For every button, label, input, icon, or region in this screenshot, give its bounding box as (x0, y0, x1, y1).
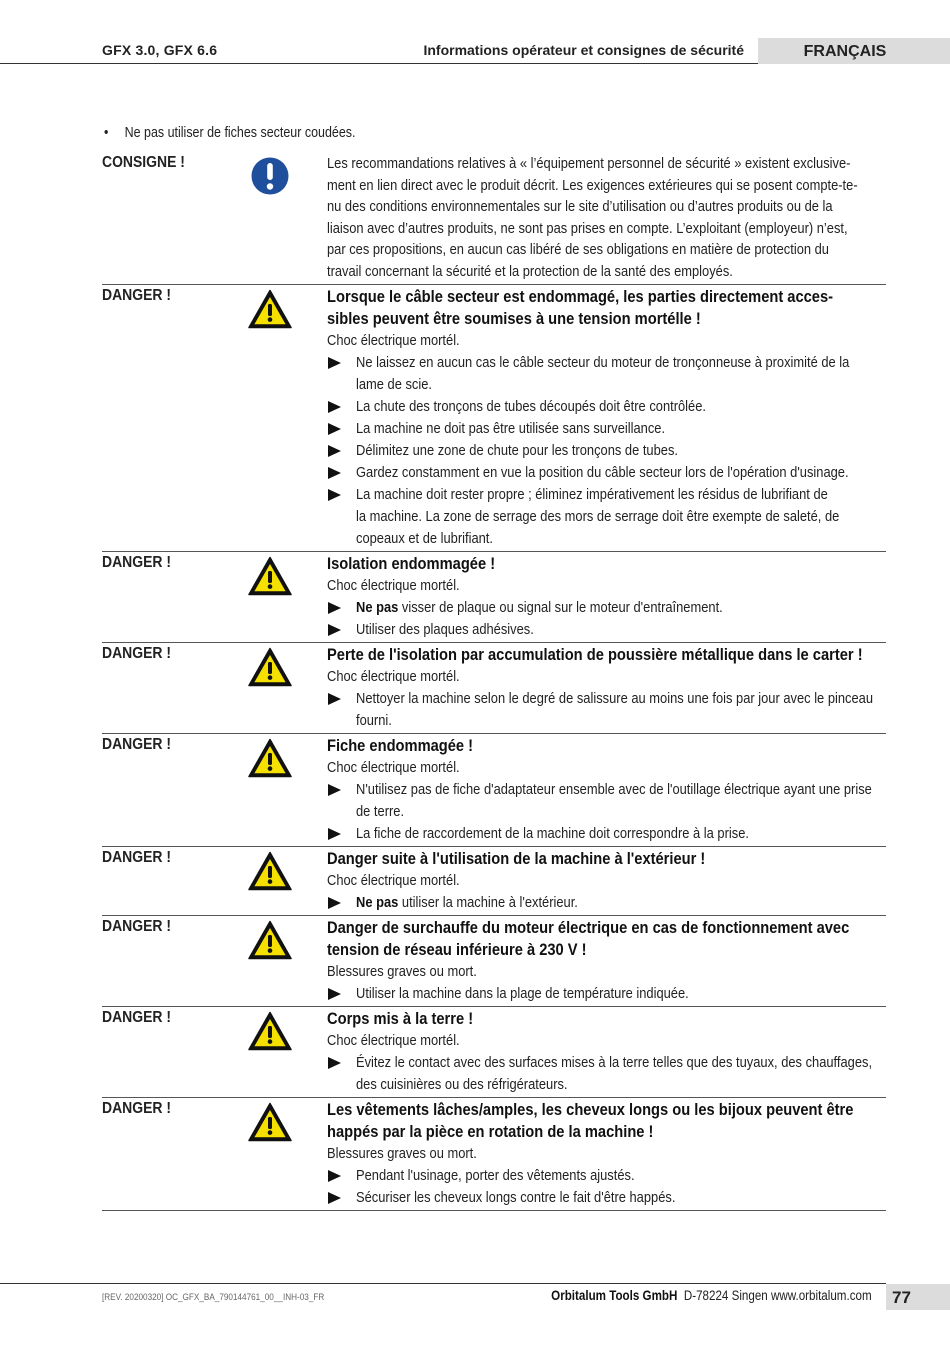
action-step-line (356, 983, 885, 1005)
danger-title: Danger suite à l'utilisation de la machine à l'extérieur ! (327, 849, 706, 868)
action-step-line (356, 710, 885, 732)
arrow-right-icon (328, 624, 341, 636)
action-step (327, 892, 886, 914)
page-number: 77 (886, 1284, 950, 1310)
danger-title: Danger de surchauffe du moteur électrique en cas de fonctionnement avec (327, 918, 850, 937)
warning-triangle-icon (247, 850, 293, 892)
action-step-text (356, 352, 885, 396)
warning-triangle-icon (247, 1010, 293, 1052)
warning-triangle-icon (247, 737, 293, 779)
action-step-line-text: copeaux et de lubrifiant. (356, 529, 493, 547)
action-step-line-text: La machine doit rester propre ; éliminez impérativement les résidus de lubrifiant de (356, 485, 828, 503)
notice-text-line: par ces propositions, en aucun cas libéré de ses obligations en matière de protection du (327, 241, 829, 259)
action-step (327, 1187, 886, 1209)
action-step-line-text: fourni. (356, 711, 392, 729)
action-step-line-text: Évitez le contact avec des surfaces mises à la terre telles que des tuyaux, des chauffages, (356, 1053, 873, 1071)
arrow-right-icon (328, 828, 341, 840)
action-step-text (356, 597, 885, 619)
action-step (327, 779, 886, 823)
action-step (327, 983, 886, 1005)
danger-title: Lorsque le câble secteur est endommagé, les parties directement acces- (327, 287, 834, 306)
danger-title: Les vêtements lâches/amples, les cheveux longs ou les bijoux peuvent être (327, 1100, 854, 1119)
action-step-line (356, 892, 885, 914)
notice-text-line: liaison avec d’autres produits, ne sont pas prises en compte. L’exploitant (employeur) n’est, (327, 219, 848, 237)
danger-content (327, 916, 886, 1006)
action-step-line (356, 619, 885, 641)
danger-label: DANGER ! (102, 848, 171, 866)
action-step-line-text: Pendant l'usinage, porter des vêtements ajustés. (356, 1166, 635, 1184)
action-step-line (356, 396, 885, 418)
action-step-line-text: Sécuriser les cheveux longs contre le fait d'être happés. (356, 1188, 676, 1206)
arrow-right-icon (328, 1057, 341, 1069)
action-step (327, 462, 886, 484)
action-step-line (356, 462, 885, 484)
danger-consequence: Blessures graves ou mort. (327, 1144, 477, 1162)
footer-company: Orbitalum Tools GmbH (551, 1288, 678, 1303)
action-step-text (356, 1165, 885, 1187)
warning-triangle-icon (247, 919, 293, 961)
intro-bullet-text: Ne pas utiliser de fiches secteur coudées. (124, 125, 356, 141)
warning-triangle-icon (247, 646, 293, 688)
action-step-line (356, 506, 885, 528)
action-step-line-text: Utiliser la machine dans la plage de température indiquée. (356, 984, 689, 1002)
footer-company-info (552, 1288, 872, 1303)
footer-reference: [REV. 20200320] OC_GFX_BA_790144761_00__INH-03_FR (102, 1292, 325, 1303)
notice-label: CONSIGNE ! (102, 154, 185, 171)
danger-title: Fiche endommagée ! (327, 736, 474, 755)
danger-consequence: Choc électrique mortél. (327, 1031, 460, 1049)
danger-content (327, 552, 886, 642)
action-step-line-text: utiliser la machine à l'extérieur. (401, 893, 578, 911)
notice-text-line: nu des conditions environnementales sur le site d’utilisation ou d’autres produits ou de la (327, 198, 833, 216)
danger-consequence: Choc électrique mortél. (327, 576, 460, 594)
danger-block (102, 734, 886, 847)
warning-triangle-icon (247, 1101, 293, 1143)
danger-content (327, 847, 886, 915)
action-step (327, 440, 886, 462)
action-step-text (356, 1187, 885, 1209)
header-rule (0, 63, 758, 64)
arrow-right-icon (328, 602, 341, 614)
danger-label: DANGER ! (102, 286, 171, 304)
notice-text-line: travail concernant la sécurité et la protection de la santé des employés. (327, 262, 733, 280)
arrow-right-icon (328, 897, 341, 909)
intro-bullet (104, 125, 355, 141)
arrow-right-icon (328, 784, 341, 796)
action-step-text (356, 418, 885, 440)
header-language-tab: FRANÇAIS (758, 38, 950, 64)
danger-content (327, 1007, 886, 1097)
action-step-text (356, 823, 885, 845)
action-step-line (356, 779, 885, 801)
emphasis-text: Ne pas (356, 598, 399, 616)
action-step-line-text: Utiliser des plaques adhésives. (356, 620, 534, 638)
action-step-line-text: la machine. La zone de serrage des mors de serrage doit être exempte de saleté, de (356, 507, 840, 525)
action-step-line-text: Nettoyer la machine selon le degré de salissure au moins une fois par jour avec le pinceau (356, 689, 874, 707)
danger-content (327, 643, 886, 733)
action-step-line-text: La machine ne doit pas être utilisée sans surveillance. (356, 419, 666, 437)
action-step-line-text: La fiche de raccordement de la machine doit correspondre à la prise. (356, 824, 749, 842)
danger-content (327, 734, 886, 846)
action-step-text (356, 1052, 885, 1096)
action-step-text (356, 484, 885, 550)
arrow-right-icon (328, 1170, 341, 1182)
action-step-line-text: de terre. (356, 802, 405, 820)
arrow-right-icon (328, 467, 341, 479)
danger-consequence: Choc électrique mortél. (327, 758, 460, 776)
footer-address: D-78224 Singen www.orbitalum.com (684, 1288, 872, 1303)
emphasis-text: Ne pas (356, 893, 399, 911)
page-header (0, 38, 950, 64)
action-step (327, 1165, 886, 1187)
notice-text-line: ment en lien direct avec le produit décrit. Les exigences extérieures qui se posent compte-te- (327, 176, 858, 194)
danger-consequence: Blessures graves ou mort. (327, 962, 477, 980)
action-step-line (356, 823, 885, 845)
danger-block (102, 552, 886, 643)
exclamation-circle-icon (247, 155, 293, 197)
action-step-line-text: La chute des tronçons de tubes découpés doit être contrôlée. (356, 397, 706, 415)
safety-notices (102, 152, 886, 1211)
action-step-line-text: Ne laissez en aucun cas le câble secteur du moteur de tronçonneuse à proximité de la (356, 353, 850, 371)
danger-block (102, 847, 886, 916)
action-step (327, 352, 886, 396)
danger-title: happés par la pièce en rotation de la machine ! (327, 1122, 654, 1141)
warning-triangle-icon (247, 288, 293, 330)
bullet-dot: • (104, 125, 109, 141)
danger-label: DANGER ! (102, 917, 171, 935)
danger-title: tension de réseau inférieure à 230 V ! (327, 940, 587, 959)
action-step-line (356, 688, 885, 710)
action-step-line (356, 1187, 885, 1209)
header-section-title: Informations opérateur et consignes de sécurité (423, 42, 744, 58)
arrow-right-icon (328, 357, 341, 369)
danger-block (102, 285, 886, 552)
danger-consequence: Choc électrique mortél. (327, 331, 460, 349)
arrow-right-icon (328, 401, 341, 413)
action-step-line (356, 440, 885, 462)
action-step-line (356, 1165, 885, 1187)
action-step (327, 688, 886, 732)
action-step (327, 823, 886, 845)
arrow-right-icon (328, 988, 341, 1000)
action-step-text (356, 983, 885, 1005)
action-step-line-text: Gardez constamment en vue la position du câble secteur lors de l'opération d'usinage. (356, 463, 849, 481)
action-step-line-text: lame de scie. (356, 375, 433, 393)
action-step-text (356, 462, 885, 484)
action-step-line (356, 1052, 885, 1074)
notice-block (102, 152, 886, 285)
action-step (327, 619, 886, 641)
arrow-right-icon (328, 445, 341, 457)
action-step-line-text: visser de plaque ou signal sur le moteur d'entraînement. (401, 598, 723, 616)
danger-label: DANGER ! (102, 553, 171, 571)
action-step (327, 396, 886, 418)
danger-title: sibles peuvent être soumises à une tension mortélle ! (327, 309, 701, 328)
action-step-line (356, 801, 885, 823)
header-models: GFX 3.0, GFX 6.6 (102, 42, 218, 58)
action-step-line (356, 597, 885, 619)
action-step (327, 597, 886, 619)
danger-label: DANGER ! (102, 644, 171, 662)
warning-triangle-icon (247, 555, 293, 597)
danger-block (102, 643, 886, 734)
danger-consequence: Choc électrique mortél. (327, 667, 460, 685)
action-step (327, 418, 886, 440)
action-step-line-text: des cuisinières ou des réfrigérateurs. (356, 1075, 568, 1093)
footer-rule (0, 1283, 886, 1284)
action-step-text (356, 619, 885, 641)
danger-block (102, 1098, 886, 1211)
arrow-right-icon (328, 693, 341, 705)
danger-title: Corps mis à la terre ! (327, 1009, 474, 1028)
arrow-right-icon (328, 423, 341, 435)
danger-label: DANGER ! (102, 1008, 171, 1026)
action-step-line-text: Délimitez une zone de chute pour les tronçons de tubes. (356, 441, 678, 459)
danger-label: DANGER ! (102, 1099, 171, 1117)
action-step-text (356, 396, 885, 418)
danger-title: Perte de l'isolation par accumulation de poussière métallique dans le carter ! (327, 645, 863, 664)
action-step-line (356, 352, 885, 374)
danger-consequence: Choc électrique mortél. (327, 871, 460, 889)
action-step-line (356, 1074, 885, 1096)
action-step-line-text: N'utilisez pas de fiche d'adaptateur ensemble avec de l'outillage électrique ayant une prise (356, 780, 872, 798)
danger-label: DANGER ! (102, 735, 171, 753)
action-step-line (356, 528, 885, 550)
arrow-right-icon (328, 1192, 341, 1204)
action-step-line (356, 374, 885, 396)
danger-block (102, 1007, 886, 1098)
action-step-text (356, 440, 885, 462)
action-step-text (356, 779, 885, 823)
danger-block (102, 916, 886, 1007)
action-step-line (356, 418, 885, 440)
notice-text-line: Les recommandations relatives à « l’équipement personnel de sécurité » existent exclusive- (327, 155, 851, 172)
action-step-line (356, 484, 885, 506)
danger-title: Isolation endommagée ! (327, 554, 496, 573)
action-step-text (356, 688, 885, 732)
action-step (327, 484, 886, 550)
notice-text (327, 152, 886, 284)
danger-content (327, 285, 886, 551)
danger-content (327, 1098, 886, 1210)
action-step (327, 1052, 886, 1096)
action-step-text (356, 892, 885, 914)
arrow-right-icon (328, 489, 341, 501)
